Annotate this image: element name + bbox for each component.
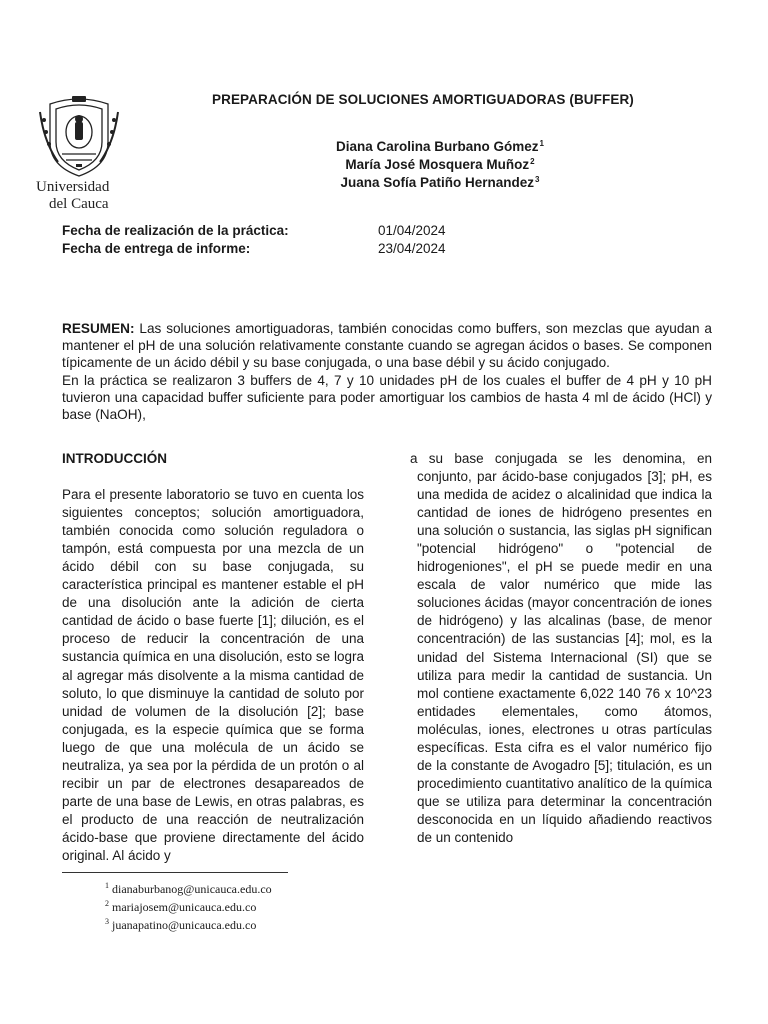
abstract-paragraph-2: En la práctica se realizaron 3 buffers de 4, 7 y 10 unidades pH de los cuales el buffer de 4 pH y 10 pH tuvieron una capacidad buffer suficiente para poder amortiguar los cambios de hasta 4 ml de ácido (HCl) y base (NaOH), [62,372,712,423]
abstract [62,320,712,423]
date-label: Fecha de realización de la práctica: [62,223,289,238]
abstract-paragraph-1: RESUMEN: Las soluciones amortiguadoras, también conocidas como buffers, son mezclas que ayudan a mantener el pH de una solución relativamente constante cuando se agregan ácidos o bases. Se componen típicamente de un ácido débil y su base conjugada, o una base débil y su ácido conjugado. [62,321,712,371]
author-2-mark: 2 [530,157,535,166]
author-list [300,138,580,192]
intro-paragraph-right: a su base conjugada se les denomina, en conjunto, par ácido-base conjugados [3]; pH, es una medida de acidez o alcalinidad que indica la cantidad de iones de hidrógeno presentes en una solución o sustancia, las siglas pH significan "potencial hidrógeno" o "potencial de hidrogeniones", el pH se puede medir en una escala de valor numérico que mide las soluciones ácidas (mayor concentración de iones de hidrógeno) y las alcalinas (base, de menor concentración) de las sustancias [4]; mol, es la unidad del Sistema Internacional (SI) que se utiliza para medir la cantidad de sustancia. Un mol contiene exactamente 6,022 140 76 x 10^23 entidades elementales, como átomos, moléculas, iones, electrones u otras partículas específicas. Esta cifra es el valor numérico fijo de la constante de Avogadro [5]; titulación, es un procedimiento cuantitativo analítico de la química que se utiliza para determinar la concentración desconocida en un líquido añadiendo reactivos de un contenido [410,451,712,845]
dates-block [62,222,722,258]
author-1-mark: 1 [539,139,544,148]
document-title: PREPARACIÓN DE SOLUCIONES AMORTIGUADORAS (BUFFER) [212,92,634,107]
university-crest-icon [36,92,122,180]
author-3: Juana Sofía Patiño Hernandez$^3$ [340,175,540,190]
footnote-2: $^2$ mariajosem@unicauca.edu.co [105,899,257,914]
abstract-label: RESUMEN: [62,321,135,336]
institution-name-line2: del Cauca [49,196,109,212]
author-1: Diana Carolina Burbano Gómez$^1$ [336,139,544,154]
institution-name-line1: Universidad [36,179,110,195]
date-value: 23/04/2024 [378,241,446,256]
intro-paragraph-left: Para el presente laboratorio se tuvo en cuenta los siguientes conceptos; solución amortiguadora, también conocida como solución reguladora o tampón, está compuesta por una mezcla de un ácido débil con su base conjugada, su característica principal es mantener estable el pH de una disolución ante la adición de cierta cantidad de ácido o base fuerte [1]; dilución, es el proceso de reducir la concentración de una sustancia química en una disolución, esto se logra al agregar más disolvente a la misma cantidad de soluto, lo que disminuye la cantidad de soluto por unidad de volumen de la disolución [2]; base conjugada, es la especie química que se forma luego de que una molécula de un ácido se neutraliza, ya sea por la pérdida de un protón o al recibir un par de electrones desapareados de parte de una base de Lewis, en otras palabras, es el producto de una reacción de neutralización ácido-base que proviene directamente del ácido original. Al ácido y [62,487,364,863]
author-2: María José Mosquera Muñoz$^2$ [345,157,535,172]
footnote-divider [62,872,288,873]
footnotes [105,880,405,934]
footnote-1: $^1$ dianaburbanog@unicauca.edu.co [105,881,272,896]
right-column [410,450,712,847]
date-value: 01/04/2024 [378,223,446,238]
section-heading-introduccion: INTRODUCCIÓN [62,451,167,466]
left-column [62,450,364,865]
author-3-mark: 3 [535,175,540,184]
date-row-entrega [62,240,722,258]
footnote-3: $^3$ juanapatino@unicauca.edu.co [105,917,257,932]
date-row-realizacion [62,222,722,240]
date-label: Fecha de entrega de informe: [62,241,251,256]
